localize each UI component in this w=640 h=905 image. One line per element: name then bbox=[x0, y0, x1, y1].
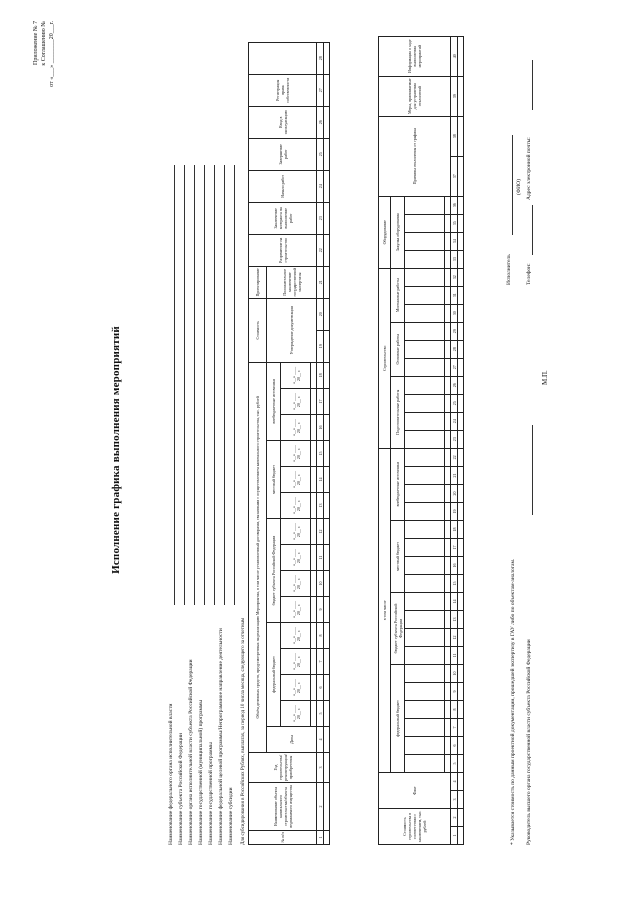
column-number-cell: 20 bbox=[317, 298, 324, 330]
col-object: Наименование объекта капитального строительства/объекта недвижимого имущества bbox=[249, 783, 317, 831]
table-cell bbox=[324, 649, 330, 675]
column-number-cell: 14 bbox=[451, 592, 458, 610]
table-cell bbox=[405, 448, 445, 466]
field-target-program: Наименование федеральной целевой программы/Непрограммное направление деятельности bbox=[218, 25, 226, 845]
col-install: Монтажные работы bbox=[391, 268, 405, 322]
table-cell bbox=[324, 675, 330, 701]
column-number-cell: 2 bbox=[451, 808, 458, 826]
column-number-cell: 31 bbox=[451, 286, 458, 304]
table-cell bbox=[324, 727, 330, 753]
column-number-cell: 1 bbox=[317, 831, 324, 845]
column-number-cell: 21 bbox=[451, 466, 458, 484]
col-project: Проектирование bbox=[249, 266, 267, 298]
date-cell: «__» ____ 20__ г. bbox=[281, 649, 311, 675]
col-permit: Разрешение на строительство bbox=[249, 234, 317, 266]
table-cell bbox=[405, 268, 445, 286]
column-number-cell: 12 bbox=[317, 519, 324, 545]
table-cell bbox=[324, 389, 330, 415]
column-number-cell: 3 bbox=[451, 790, 458, 808]
table-cell bbox=[324, 362, 330, 388]
table-cell bbox=[405, 376, 445, 394]
column-number-cell: 1 bbox=[451, 827, 458, 845]
table-cell bbox=[405, 502, 445, 520]
column-number-cell: 10 bbox=[317, 571, 324, 597]
table-cell bbox=[324, 701, 330, 727]
table-cell bbox=[405, 718, 445, 736]
table-cell bbox=[458, 484, 464, 502]
column-number-cell: 8 bbox=[451, 700, 458, 718]
table-cell bbox=[405, 196, 445, 214]
email-line bbox=[532, 60, 533, 110]
column-number-cell: 32 bbox=[451, 268, 458, 286]
table-cell bbox=[405, 358, 445, 376]
col-cost-obj: Стоимость строительства в соответствии с заключением, тыс. рублей bbox=[379, 808, 451, 844]
head-signature-line bbox=[532, 425, 533, 515]
table-cell bbox=[405, 322, 445, 340]
col-extra bbox=[249, 42, 317, 74]
column-number-cell: 33 bbox=[451, 250, 458, 268]
table-cell bbox=[324, 298, 330, 330]
table-cell bbox=[458, 448, 464, 466]
appendix-label: Приложение № 7 к Соглашению № от «___» ________20___г. bbox=[33, 21, 55, 87]
col-other: внебюджетные источники bbox=[391, 448, 405, 520]
table-cell bbox=[458, 394, 464, 412]
field-region: Наименование субъекта Российской Федерации bbox=[178, 25, 186, 845]
table1-caption: Для субсидирования в Российских Рублях, выплатах, за период 10 числа месяца, следующего за отчетным bbox=[241, 617, 246, 845]
table-cell bbox=[405, 340, 445, 358]
column-number-cell: 37 bbox=[451, 156, 458, 196]
col-volume: Объём денежных средств, предусмотренных на реализацию Мероприятия, в том числе установленный договорами, связанными с осуществлением капитального строительства, тыс. рублей bbox=[249, 362, 267, 752]
col-registration: Регистрация права собственности bbox=[249, 74, 317, 106]
column-number-cell: 15 bbox=[451, 574, 458, 592]
col-design-doc: Утверждение документации bbox=[267, 298, 317, 362]
column-number-cell: 22 bbox=[317, 234, 324, 266]
column-numbers-row bbox=[451, 36, 458, 844]
column-number-cell: 22 bbox=[451, 448, 458, 466]
table-cell bbox=[458, 610, 464, 628]
column-number-cell: 28 bbox=[451, 340, 458, 358]
column-number-cell: 5 bbox=[451, 754, 458, 772]
col-contract: Заключение контракта на выполнение работ bbox=[249, 202, 317, 234]
table-cell bbox=[324, 74, 330, 106]
table-cell bbox=[405, 304, 445, 322]
column-number-cell: 16 bbox=[317, 415, 324, 441]
column-number-cell: 17 bbox=[451, 538, 458, 556]
column-number-cell: 8 bbox=[317, 623, 324, 649]
table-cell bbox=[324, 106, 330, 138]
table-cell bbox=[405, 232, 445, 250]
column-number-cell: 29 bbox=[451, 322, 458, 340]
table-cell bbox=[324, 138, 330, 170]
column-number-cell: 24 bbox=[317, 170, 324, 202]
column-number-cell: 4 bbox=[317, 727, 324, 753]
column-number-cell: 38 bbox=[451, 116, 458, 156]
rotated-document-sheet bbox=[18, 15, 628, 885]
column-number-cell: 17 bbox=[317, 389, 324, 415]
date-cell: «__» ____ 20__ г. bbox=[281, 519, 311, 545]
column-number-cell: 30 bbox=[451, 304, 458, 322]
column-numbers-row bbox=[317, 42, 324, 844]
table-cell bbox=[458, 682, 464, 700]
table-cell bbox=[458, 646, 464, 664]
date-cell: «__» ____ 20__ г. bbox=[281, 545, 311, 571]
col-construct: Строительство bbox=[379, 268, 391, 448]
col-fact: Факт bbox=[379, 772, 451, 808]
date-cell: «__» ____ 20__ г. bbox=[281, 597, 311, 623]
column-number-cell: 13 bbox=[451, 610, 458, 628]
table-cell bbox=[458, 376, 464, 394]
table-cell bbox=[324, 234, 330, 266]
col-prep: Подготовительные работы bbox=[391, 376, 405, 448]
table-cell bbox=[405, 736, 445, 754]
date-cell: «__» ____ 20__ г. bbox=[281, 415, 311, 441]
column-number-cell: 11 bbox=[451, 646, 458, 664]
date-cell: «__» ____ 20__ г. bbox=[281, 467, 311, 493]
col-other: внебюджетные источники bbox=[267, 362, 281, 440]
column-number-cell: 23 bbox=[317, 202, 324, 234]
table-cell bbox=[324, 266, 330, 298]
table-cell bbox=[458, 664, 464, 682]
table-cell bbox=[458, 286, 464, 304]
col-start: Начало работ bbox=[249, 170, 317, 202]
table-cell bbox=[458, 556, 464, 574]
table-cell bbox=[324, 170, 330, 202]
col-local: местный бюджет bbox=[267, 441, 281, 519]
column-number-cell: 16 bbox=[451, 556, 458, 574]
date-cell: «__» ____ 20__ г. bbox=[281, 389, 311, 415]
table-cell bbox=[405, 700, 445, 718]
column-number-cell: 7 bbox=[317, 649, 324, 675]
table-cell bbox=[324, 42, 330, 74]
table-cell bbox=[405, 286, 445, 304]
table-cell bbox=[324, 519, 330, 545]
column-number-cell: 2 bbox=[317, 783, 324, 831]
table-row bbox=[458, 36, 464, 844]
table-cell bbox=[458, 116, 464, 156]
table-cell bbox=[324, 493, 330, 519]
column-number-cell: 28 bbox=[317, 42, 324, 74]
seal-label: М.П. bbox=[541, 370, 549, 385]
table-cell bbox=[324, 831, 330, 845]
column-number-cell: 4 bbox=[451, 772, 458, 790]
cost-table bbox=[378, 36, 464, 845]
col-region: бюджет субъекта Российской Федерации bbox=[267, 519, 281, 623]
date-cell: «__» ____ 20__ г. bbox=[281, 675, 311, 701]
col-reason: Причины отклонения от графика bbox=[379, 116, 451, 196]
date-cell: «__» ____ 20__ г. bbox=[281, 701, 311, 727]
table-cell bbox=[324, 202, 330, 234]
fio-label: (ФИО) bbox=[516, 179, 522, 195]
table-cell bbox=[324, 623, 330, 649]
date-cell: «__» ____ 20__ г. bbox=[281, 571, 311, 597]
column-number-cell: 39 bbox=[451, 76, 458, 116]
table-cell bbox=[405, 610, 445, 628]
col-year: Год строительства/реконструкции/приобретения bbox=[249, 753, 317, 783]
column-number-cell: 19 bbox=[317, 330, 324, 362]
column-number-cell: 25 bbox=[317, 138, 324, 170]
date-cell: «__» ____ 20__ г. bbox=[281, 493, 311, 519]
table-cell bbox=[405, 430, 445, 448]
col-fed: федеральный бюджет bbox=[267, 623, 281, 727]
column-number-cell: 6 bbox=[451, 736, 458, 754]
column-number-cell: 3 bbox=[317, 753, 324, 783]
table-cell bbox=[405, 394, 445, 412]
column-number-cell: 9 bbox=[317, 597, 324, 623]
column-number-cell: 6 bbox=[317, 675, 324, 701]
field-state-program: Наименование государственной программы bbox=[208, 25, 216, 845]
table-cell bbox=[458, 156, 464, 196]
table-row bbox=[324, 42, 330, 844]
col-incl: в том числе bbox=[379, 448, 391, 772]
column-number-cell: 26 bbox=[317, 106, 324, 138]
table-cell bbox=[458, 772, 464, 790]
table-cell bbox=[458, 628, 464, 646]
column-number-cell: 19 bbox=[451, 502, 458, 520]
table-cell bbox=[324, 597, 330, 623]
table-cell bbox=[324, 753, 330, 783]
table-cell bbox=[458, 250, 464, 268]
table-cell bbox=[405, 664, 445, 682]
table-cell bbox=[405, 538, 445, 556]
column-number-cell: 20 bbox=[451, 484, 458, 502]
table-cell bbox=[458, 790, 464, 808]
schedule-table bbox=[248, 42, 330, 845]
table-cell bbox=[405, 484, 445, 502]
table-cell bbox=[324, 415, 330, 441]
table-cell bbox=[324, 330, 330, 362]
column-number-cell: 5 bbox=[317, 701, 324, 727]
field-region-body: Наименование органа исполнительной власти субъекта Российской Федерации bbox=[188, 25, 196, 845]
col-purchase: Закупка оборудования bbox=[391, 196, 405, 268]
table-cell bbox=[405, 754, 445, 772]
table-cell bbox=[405, 520, 445, 538]
table-cell bbox=[405, 250, 445, 268]
column-number-cell: 12 bbox=[451, 628, 458, 646]
email-label: Адрес электронной почты: bbox=[526, 137, 532, 200]
table-cell bbox=[405, 466, 445, 484]
column-number-cell: 35 bbox=[451, 214, 458, 232]
table-cell bbox=[405, 592, 445, 610]
col-results: Информация о ходе выполнения мероприятий bbox=[379, 36, 451, 76]
col-fed: федеральный бюджет bbox=[391, 664, 405, 772]
column-number-cell: 11 bbox=[317, 545, 324, 571]
table-cell bbox=[458, 592, 464, 610]
column-number-cell: 40 bbox=[451, 36, 458, 76]
col-commission: Ввод в эксплуатацию bbox=[249, 106, 317, 138]
table-cell bbox=[458, 736, 464, 754]
col-local: местный бюджет bbox=[391, 520, 405, 592]
table-cell bbox=[458, 466, 464, 484]
table-cell bbox=[458, 322, 464, 340]
table-cell bbox=[458, 754, 464, 772]
table-cell bbox=[458, 340, 464, 358]
table-cell bbox=[458, 700, 464, 718]
column-number-cell: 15 bbox=[317, 441, 324, 467]
table-cell bbox=[405, 628, 445, 646]
table-cell bbox=[458, 76, 464, 116]
column-number-cell: 26 bbox=[451, 376, 458, 394]
table-cell bbox=[458, 827, 464, 845]
col-dates: Даты bbox=[267, 727, 317, 753]
table-cell bbox=[324, 467, 330, 493]
date-cell: «__» ____ 20__ г. bbox=[281, 362, 311, 388]
col-finish: Завершение работ bbox=[249, 138, 317, 170]
col-region: бюджет субъекта Российской Федерации bbox=[391, 592, 405, 664]
column-number-cell: 21 bbox=[317, 266, 324, 298]
head-signature-label: Руководитель высшего органа государственной власти субъекта Российской Федерации bbox=[526, 639, 532, 845]
table-cell bbox=[324, 545, 330, 571]
table-cell bbox=[324, 783, 330, 831]
column-number-cell: 7 bbox=[451, 718, 458, 736]
table-cell bbox=[458, 412, 464, 430]
table-cell bbox=[458, 304, 464, 322]
column-number-cell: 23 bbox=[451, 430, 458, 448]
col-expertise: Положительное заключение государственной экспертизы bbox=[267, 266, 317, 298]
col-measures: Меры, принимаемые для устранения отклонений bbox=[379, 76, 451, 116]
col-cost: Стоимость bbox=[249, 298, 267, 362]
table-cell bbox=[458, 36, 464, 76]
table-cell bbox=[458, 520, 464, 538]
phone-label: Телефон: bbox=[526, 263, 532, 285]
executor-line bbox=[512, 135, 513, 235]
table-cell bbox=[458, 502, 464, 520]
column-number-cell: 18 bbox=[451, 520, 458, 538]
column-number-cell: 25 bbox=[451, 394, 458, 412]
table-cell bbox=[405, 412, 445, 430]
column-number-cell: 18 bbox=[317, 362, 324, 388]
table-cell bbox=[458, 232, 464, 250]
footnote: * Указывается стоимость по данным проектной документации, прошедшей экспертизу в ГАУ либо по объектам-аналогам. bbox=[510, 558, 516, 845]
col-equipment: Оборудование bbox=[379, 196, 391, 268]
column-number-cell: 27 bbox=[451, 358, 458, 376]
column-number-cell: 9 bbox=[451, 682, 458, 700]
table-cell bbox=[458, 358, 464, 376]
col-no: № п/п bbox=[249, 831, 317, 845]
page-title: Исполнение графика выполнения мероприятий bbox=[110, 326, 122, 574]
table-cell bbox=[405, 682, 445, 700]
executor-label: Исполнитель bbox=[506, 254, 512, 285]
table-cell bbox=[405, 556, 445, 574]
column-number-cell: 10 bbox=[451, 664, 458, 682]
table-cell bbox=[458, 538, 464, 556]
column-number-cell: 14 bbox=[317, 467, 324, 493]
table-cell bbox=[405, 214, 445, 232]
col-main: Основные работы bbox=[391, 322, 405, 376]
table-cell bbox=[458, 574, 464, 592]
table-cell bbox=[405, 646, 445, 664]
table-cell bbox=[324, 441, 330, 467]
table-cell bbox=[458, 214, 464, 232]
column-number-cell: 13 bbox=[317, 493, 324, 519]
table-cell bbox=[458, 268, 464, 286]
table-cell bbox=[324, 571, 330, 597]
field-municipal-program: Наименование государственной (муниципальной) программы bbox=[198, 25, 206, 845]
column-number-cell: 24 bbox=[451, 412, 458, 430]
column-number-cell: 34 bbox=[451, 232, 458, 250]
phone-line bbox=[532, 205, 533, 255]
column-number-cell: 36 bbox=[451, 196, 458, 214]
table-cell bbox=[458, 430, 464, 448]
field-subsidy: Наименование субсидии bbox=[228, 25, 236, 845]
table-cell bbox=[458, 196, 464, 214]
table-cell bbox=[405, 574, 445, 592]
field-federal-body: Наименование федерального органа исполнительной власти bbox=[168, 25, 176, 845]
date-cell: «__» ____ 20__ г. bbox=[281, 441, 311, 467]
table-cell bbox=[458, 808, 464, 826]
table-cell bbox=[458, 718, 464, 736]
date-cell: «__» ____ 20__ г. bbox=[281, 623, 311, 649]
column-number-cell: 27 bbox=[317, 74, 324, 106]
